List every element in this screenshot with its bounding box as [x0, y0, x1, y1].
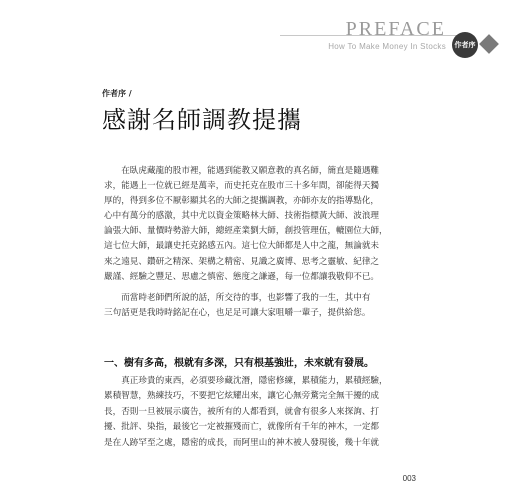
text-line: 來之遠見、鑽研之精深、架構之精密、見識之廣博、思考之靈敏、紀律之: [104, 256, 380, 267]
preface-title: PREFACE: [345, 18, 446, 40]
text-line: 這七位大師，最讓史托克銘感五內。這七位大師都是人中之龍，無論就未: [104, 241, 380, 252]
text-line: 累積智慧，熟練技巧，不要把它炫耀出來，讓它心無旁騖完全無干擾的成: [104, 391, 380, 402]
paragraph-2: [104, 291, 418, 321]
text-line: 真正珍貴的東西，必須要珍藏沈潛，隱密修練，累積能力，累積經驗，: [104, 376, 388, 386]
text-line: 在臥虎藏龍的股市裡，能遇到能教又願意教的真名師，簡直是隨遇難: [104, 166, 380, 176]
page-title: 感謝名師調教提攜: [102, 106, 302, 134]
text-line: 是在人跡罕至之處，隱密的成長，而阿里山的神木被人發現後，幾十年就: [104, 437, 380, 448]
text-line: 嚴謹、經驗之豐足、思慮之慎密、態度之謙遜，每一位都讓我敬仰不已。: [104, 271, 380, 282]
text-line: 而當時老師們所說的話，所交待的事，也影響了我的一生，其中有: [104, 292, 371, 303]
text-line: 厚的，得到多位不厭彰顯其名的大師之提攜調教，亦師亦友的指導點化，: [104, 196, 380, 207]
section-heading: 一、樹有多高，根就有多深，只有根基強壯，未來就有發展。: [104, 358, 374, 369]
body-paragraphs: [104, 164, 418, 321]
section-label: 作者序 /: [102, 89, 132, 98]
preface-subtitle: How To Make Money In Stocks: [328, 42, 446, 51]
page-number: 003: [402, 474, 416, 483]
text-line: 三句話更是我時時銘記在心，也足足可讓大家咀嚼一輩子，提供給您。: [104, 307, 371, 318]
preface-header: [280, 18, 500, 64]
text-line: 求，能遇上一位就已經是萬幸，而史托克在股市三十多年間，卻能得天獨: [104, 181, 380, 192]
preface-badge: 作者序: [452, 32, 478, 58]
paragraph-1: [104, 164, 418, 285]
text-line: 長，否則一旦被展示廣告，被所有的人都看到，就會有很多人來探詢、打: [104, 406, 380, 417]
text-line: 論張大師、量價時勢游大師，總經產業劉大師，創投管理伍，轆園位大師，: [104, 226, 388, 237]
diamond-ornament-icon: [479, 34, 499, 54]
text-line: 擾、批評、染指，最後它一定被摧殘而亡，就像所有千年的神木，一定都: [104, 422, 380, 433]
text-line: 心中有萬分的感激，其中尤以資金策略林大師、技術指標黃大師、波浪理: [104, 211, 380, 222]
paragraph-3: [104, 374, 418, 451]
